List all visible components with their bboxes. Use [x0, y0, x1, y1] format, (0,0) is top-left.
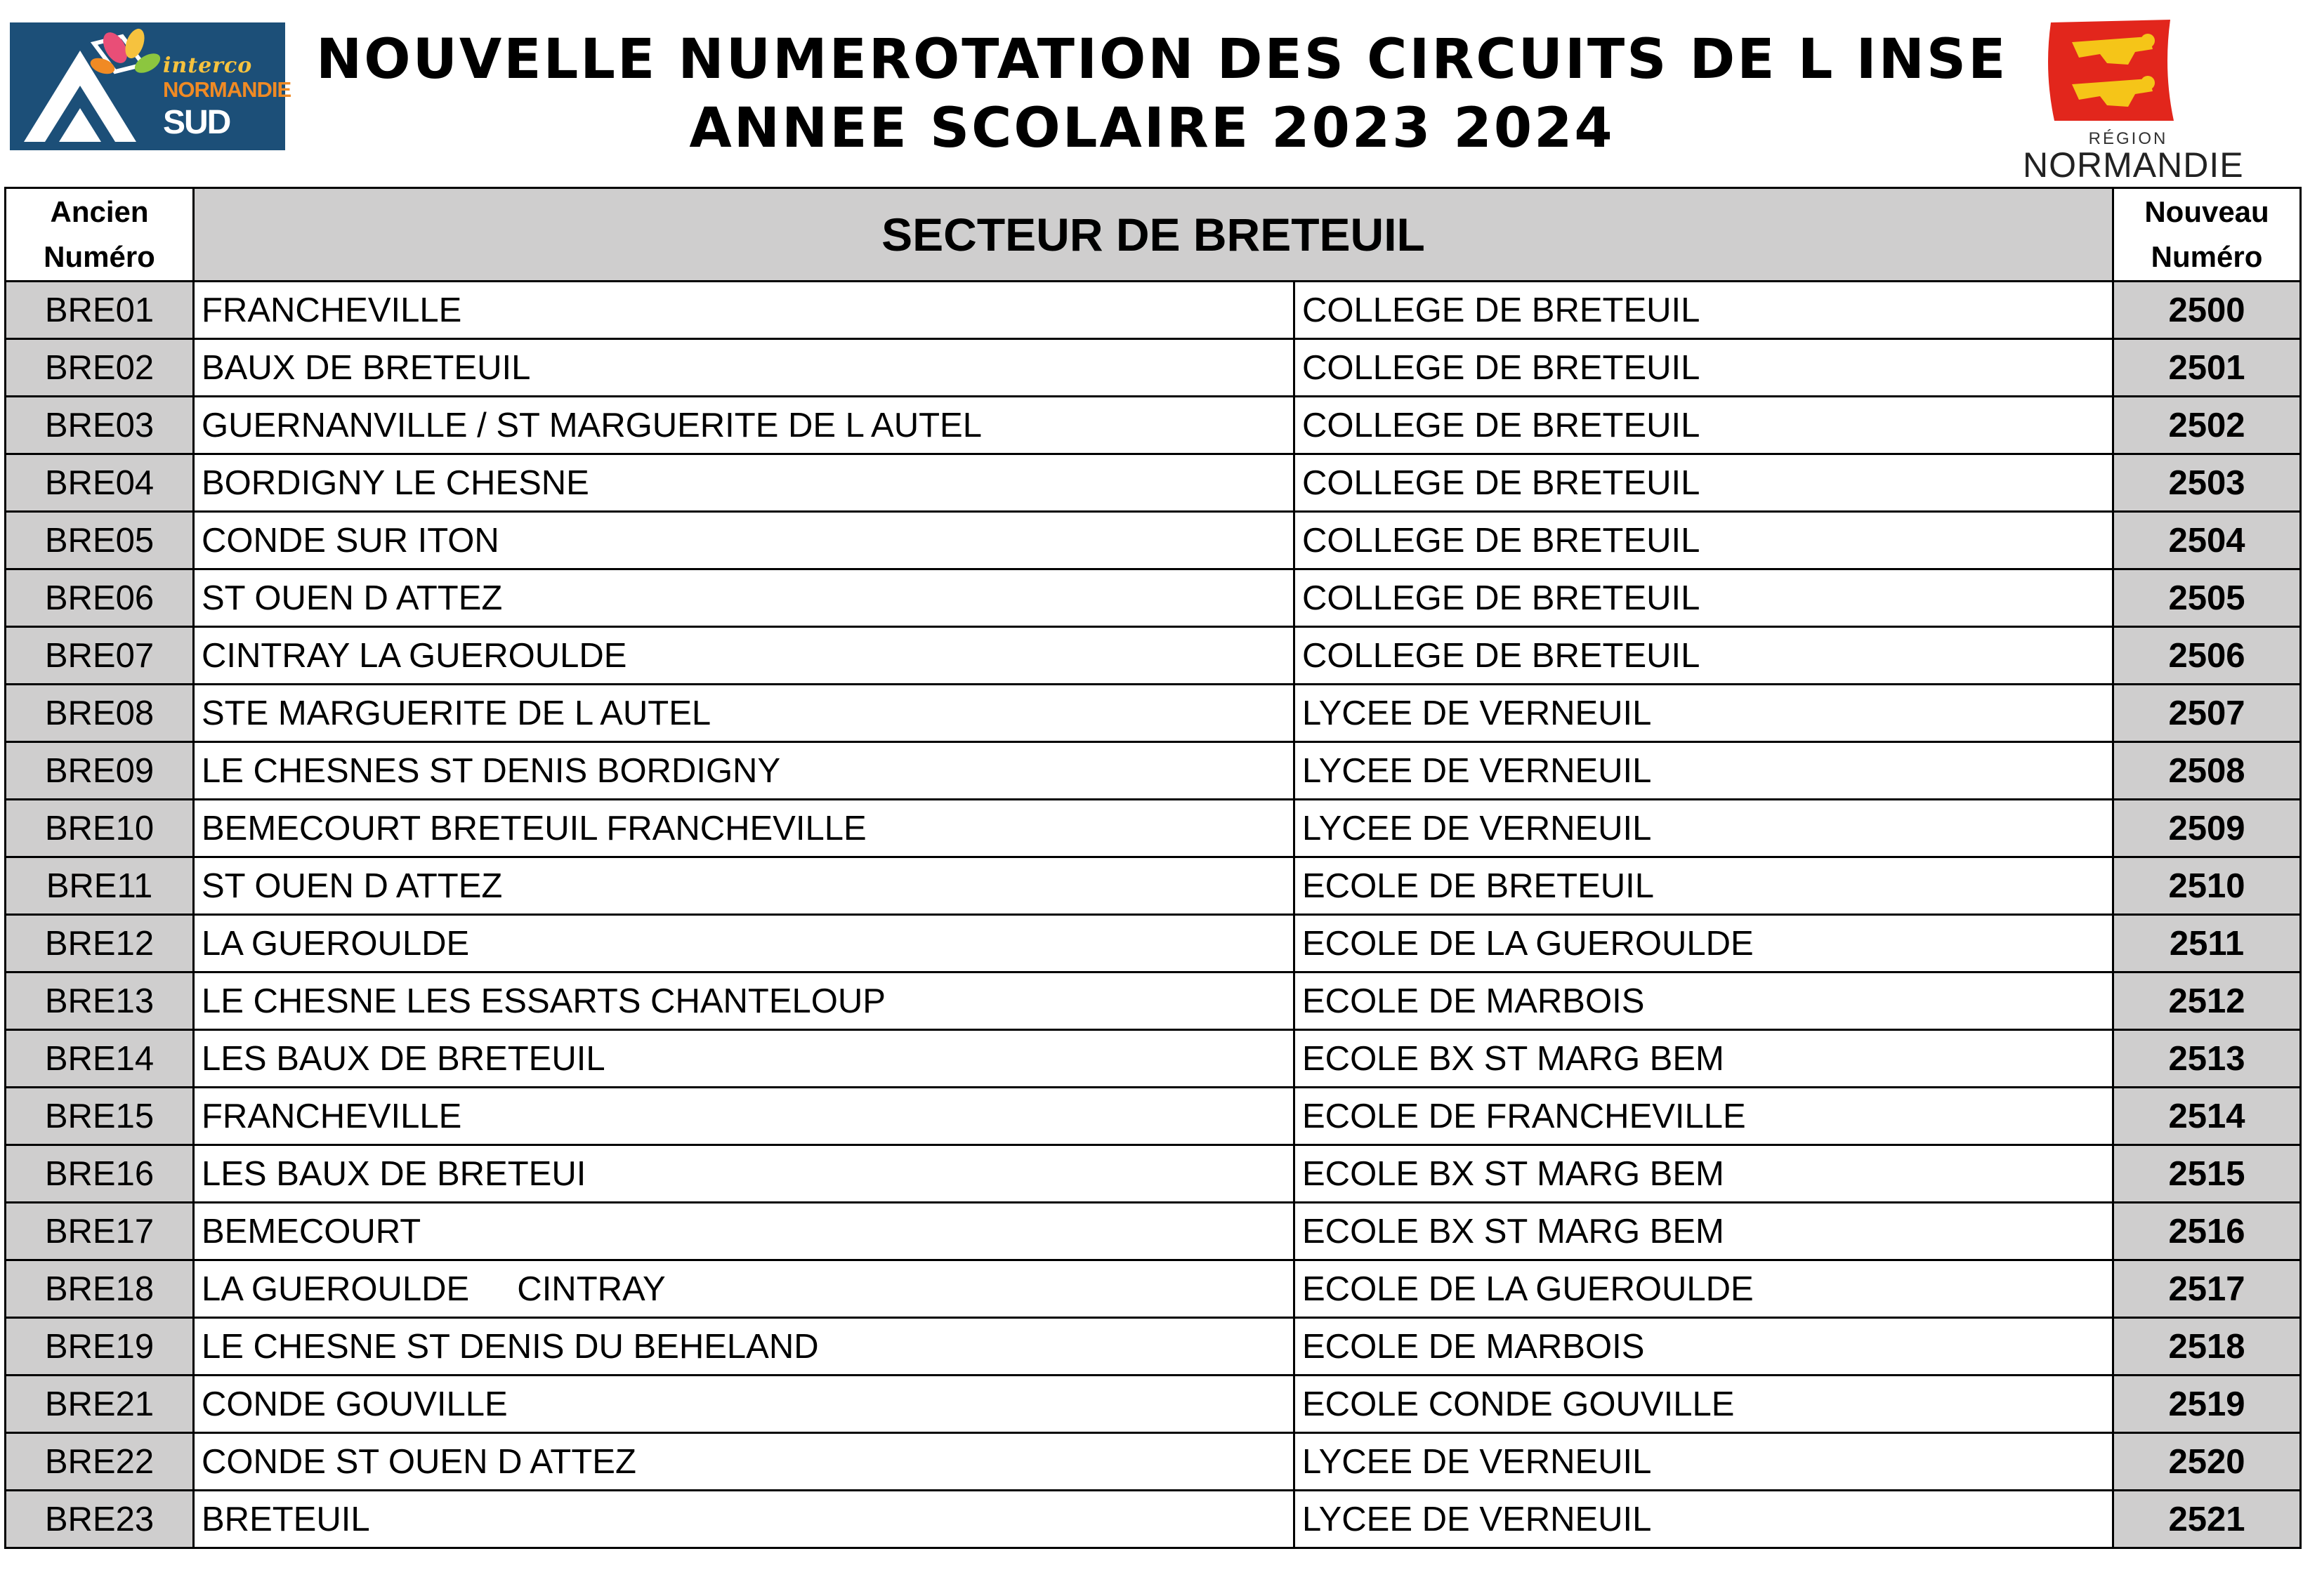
destination-cell: ECOLE BX ST MARG BEM [1294, 1203, 2113, 1260]
origin-cell: LE CHESNES ST DENIS BORDIGNY [194, 742, 1294, 800]
title-line-1: NOUVELLE NUMEROTATION DES CIRCUITS DE L INSE [316, 28, 2008, 91]
new-number-cell: 2515 [2113, 1145, 2301, 1203]
new-number-cell: 2503 [2113, 454, 2301, 512]
old-number-cell: BRE06 [6, 569, 194, 627]
logo-normandie-text: NORMANDIE [163, 77, 291, 102]
destination-cell: ECOLE DE LA GUEROULDE [1294, 915, 2113, 972]
old-number-cell: BRE04 [6, 454, 194, 512]
new-number-cell: 2516 [2113, 1203, 2301, 1260]
origin-cell: LE CHESNE LES ESSARTS CHANTELOUP [194, 972, 1294, 1030]
origin-cell: FRANCHEVILLE [194, 282, 1294, 339]
new-number-cell: 2513 [2113, 1030, 2301, 1088]
logo-normandie-text: NORMANDIE [2023, 145, 2244, 185]
new-number-cell: 2514 [2113, 1088, 2301, 1145]
header-sector: SECTEUR DE BRETEUIL [194, 188, 2113, 282]
destination-cell: ECOLE CONDE GOUVILLE [1294, 1376, 2113, 1433]
destination-cell: ECOLE DE BRETEUIL [1294, 857, 2113, 915]
destination-cell: COLLEGE DE BRETEUIL [1294, 282, 2113, 339]
new-number-cell: 2509 [2113, 800, 2301, 857]
origin-cell: BRETEUIL [194, 1491, 1294, 1548]
destination-cell: COLLEGE DE BRETEUIL [1294, 397, 2113, 454]
table-row [6, 512, 2301, 569]
table-row [6, 454, 2301, 512]
old-number-cell: BRE19 [6, 1318, 194, 1376]
destination-cell: COLLEGE DE BRETEUIL [1294, 339, 2113, 397]
old-number-cell: BRE02 [6, 339, 194, 397]
new-number-cell: 2501 [2113, 339, 2301, 397]
origin-cell: LA GUEROULDE CINTRAY [194, 1260, 1294, 1318]
origin-cell: BAUX DE BRETEUIL [194, 339, 1294, 397]
table-row [6, 282, 2301, 339]
origin-cell: LA GUEROULDE [194, 915, 1294, 972]
origin-cell: FRANCHEVILLE [194, 1088, 1294, 1145]
origin-cell: LES BAUX DE BRETEUI [194, 1145, 1294, 1203]
destination-cell: COLLEGE DE BRETEUIL [1294, 569, 2113, 627]
old-number-cell: BRE12 [6, 915, 194, 972]
circuits-table [4, 187, 2302, 1549]
old-number-cell: BRE17 [6, 1203, 194, 1260]
destination-cell: ECOLE DE LA GUEROULDE [1294, 1260, 2113, 1318]
origin-cell: CINTRAY LA GUEROULDE [194, 627, 1294, 685]
old-number-cell: BRE08 [6, 685, 194, 742]
table-row [6, 1260, 2301, 1318]
table-row [6, 569, 2301, 627]
old-number-cell: BRE15 [6, 1088, 194, 1145]
old-number-cell: BRE23 [6, 1491, 194, 1548]
old-number-cell: BRE11 [6, 857, 194, 915]
title-line-2: ANNEE SCOLAIRE 2023 2024 [689, 97, 1615, 160]
table-row [6, 1433, 2301, 1491]
origin-cell: BEMECOURT BRETEUIL FRANCHEVILLE [194, 800, 1294, 857]
table-row [6, 1145, 2301, 1203]
destination-cell: LYCEE DE VERNEUIL [1294, 1491, 2113, 1548]
normandy-flag-icon [2023, 15, 2233, 128]
new-number-cell: 2506 [2113, 627, 2301, 685]
old-number-cell: BRE07 [6, 627, 194, 685]
table-row [6, 1491, 2301, 1548]
old-number-cell: BRE10 [6, 800, 194, 857]
header-new-number: Nouveau Numéro [2113, 188, 2301, 282]
table-row [6, 1376, 2301, 1433]
table-row [6, 857, 2301, 915]
table-body [6, 282, 2301, 1548]
origin-cell: GUERNANVILLE / ST MARGUERITE DE L AUTEL [194, 397, 1294, 454]
logo-sud-eure-text: SUD EURE [163, 104, 251, 183]
old-number-cell: BRE03 [6, 397, 194, 454]
new-number-cell: 2504 [2113, 512, 2301, 569]
interco-logo [10, 22, 291, 183]
destination-cell: ECOLE BX ST MARG BEM [1294, 1030, 2113, 1088]
table-row [6, 339, 2301, 397]
destination-cell: ECOLE DE MARBOIS [1294, 972, 2113, 1030]
origin-cell: CONDE GOUVILLE [194, 1376, 1294, 1433]
new-number-cell: 2519 [2113, 1376, 2301, 1433]
old-number-cell: BRE18 [6, 1260, 194, 1318]
origin-cell: ST OUEN D ATTEZ [194, 857, 1294, 915]
old-number-cell: BRE13 [6, 972, 194, 1030]
table-header-row [6, 188, 2301, 282]
new-number-cell: 2518 [2113, 1318, 2301, 1376]
old-number-cell: BRE21 [6, 1376, 194, 1433]
new-number-cell: 2508 [2113, 742, 2301, 800]
origin-cell: CONDE ST OUEN D ATTEZ [194, 1433, 1294, 1491]
new-number-cell: 2505 [2113, 569, 2301, 627]
destination-cell: COLLEGE DE BRETEUIL [1294, 454, 2113, 512]
header-old-number: Ancien Numéro [6, 188, 194, 282]
destination-cell: ECOLE BX ST MARG BEM [1294, 1145, 2113, 1203]
old-number-cell: BRE05 [6, 512, 194, 569]
destination-cell: ECOLE DE MARBOIS [1294, 1318, 2113, 1376]
new-number-cell: 2517 [2113, 1260, 2301, 1318]
origin-cell: LE CHESNE ST DENIS DU BEHELAND [194, 1318, 1294, 1376]
table-row [6, 972, 2301, 1030]
table-row [6, 627, 2301, 685]
page-title [316, 25, 2008, 163]
new-number-cell: 2520 [2113, 1433, 2301, 1491]
table-row [6, 1030, 2301, 1088]
destination-cell: COLLEGE DE BRETEUIL [1294, 627, 2113, 685]
table-row [6, 1088, 2301, 1145]
logo-region-text: RÉGION [2088, 129, 2168, 148]
logo-interco-text: interco [163, 53, 253, 78]
origin-cell: CONDE SUR ITON [194, 512, 1294, 569]
new-number-cell: 2521 [2113, 1491, 2301, 1548]
destination-cell: ECOLE DE FRANCHEVILLE [1294, 1088, 2113, 1145]
destination-cell: COLLEGE DE BRETEUIL [1294, 512, 2113, 569]
origin-cell: ST OUEN D ATTEZ [194, 569, 1294, 627]
old-number-cell: BRE01 [6, 282, 194, 339]
table-row [6, 1203, 2301, 1260]
table-row [6, 1318, 2301, 1376]
old-number-cell: BRE16 [6, 1145, 194, 1203]
origin-cell: STE MARGUERITE DE L AUTEL [194, 685, 1294, 742]
new-number-cell: 2502 [2113, 397, 2301, 454]
table-row [6, 915, 2301, 972]
table-row [6, 397, 2301, 454]
destination-cell: LYCEE DE VERNEUIL [1294, 685, 2113, 742]
new-number-cell: 2510 [2113, 857, 2301, 915]
destination-cell: LYCEE DE VERNEUIL [1294, 800, 2113, 857]
old-number-cell: BRE22 [6, 1433, 194, 1491]
new-number-cell: 2507 [2113, 685, 2301, 742]
origin-cell: LES BAUX DE BRETEUIL [194, 1030, 1294, 1088]
new-number-cell: 2511 [2113, 915, 2301, 972]
old-number-cell: BRE09 [6, 742, 194, 800]
destination-cell: LYCEE DE VERNEUIL [1294, 742, 2113, 800]
old-number-cell: BRE14 [6, 1030, 194, 1088]
origin-cell: BEMECOURT [194, 1203, 1294, 1260]
origin-cell: BORDIGNY LE CHESNE [194, 454, 1294, 512]
destination-cell: LYCEE DE VERNEUIL [1294, 1433, 2113, 1491]
new-number-cell: 2512 [2113, 972, 2301, 1030]
table-row [6, 800, 2301, 857]
new-number-cell: 2500 [2113, 282, 2301, 339]
table-row [6, 685, 2301, 742]
region-normandie-logo [2023, 15, 2244, 185]
table-row [6, 742, 2301, 800]
